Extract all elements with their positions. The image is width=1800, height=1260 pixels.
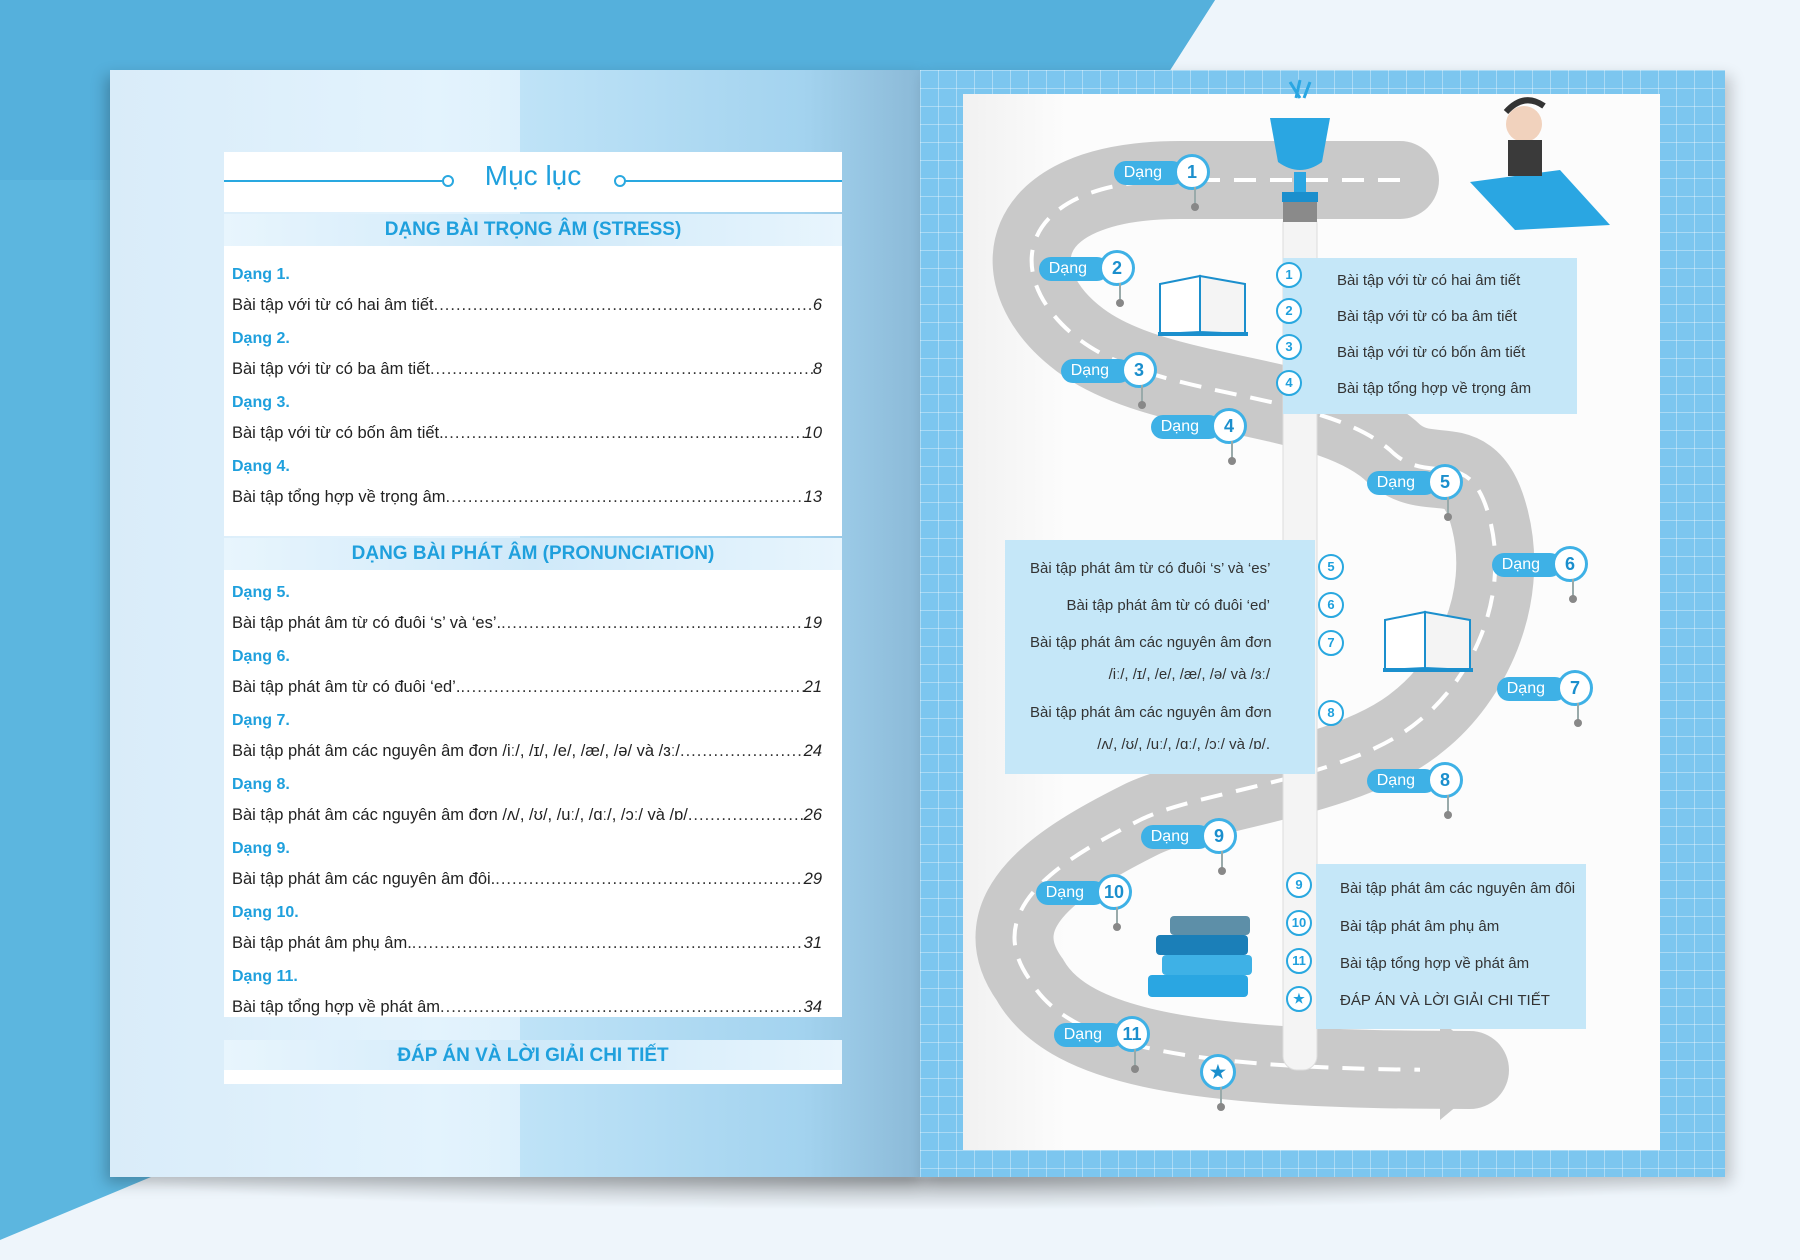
page-number: 31 bbox=[803, 934, 822, 952]
toc-entry-label: Dạng 4. bbox=[232, 458, 290, 475]
page-number: 21 bbox=[803, 678, 822, 696]
pin-number: 1 bbox=[1174, 154, 1210, 190]
star-icon: ★ bbox=[1200, 1054, 1236, 1090]
route-pin-9[interactable] bbox=[1127, 822, 1237, 852]
pin-foot bbox=[1131, 1065, 1139, 1073]
info-number: 10 bbox=[1286, 910, 1312, 936]
info-item-text: ĐÁP ÁN VÀ LỜI GIẢI CHI TIẾT bbox=[1340, 992, 1550, 1009]
pin-number: 3 bbox=[1121, 352, 1157, 388]
toc-entry-text: Bài tập phát âm các nguyên âm đơn /iː/, /ɪ/, /e/, /æ/, /ə/ và /ɜː/ bbox=[232, 742, 680, 760]
toc-entry-text: Bài tập với từ có bốn âm tiết. bbox=[232, 424, 444, 442]
pin-foot bbox=[1574, 719, 1582, 727]
info-item-text: Bài tập phát âm từ có đuôi ‘ed’ bbox=[1066, 597, 1270, 614]
pin-number: 9 bbox=[1201, 818, 1237, 854]
page-number: 19 bbox=[803, 614, 822, 632]
star-icon: ★ bbox=[1286, 986, 1312, 1012]
toc-entry-text: Bài tập phát âm phụ âm. bbox=[232, 934, 412, 952]
info-number: 8 bbox=[1318, 700, 1344, 726]
reader-illustration-icon bbox=[1470, 100, 1610, 230]
route-pin-10[interactable] bbox=[1018, 878, 1132, 908]
toc-entry-label: Dạng 7. bbox=[232, 712, 290, 729]
toc-entry-text: Bài tập tổng hợp về trọng âm bbox=[232, 488, 446, 506]
section-heading-answers: ĐÁP ÁN VÀ LỜI GIẢI CHI TIẾT bbox=[224, 1040, 842, 1072]
toc-entry-text: Bài tập phát âm các nguyên âm đôi. bbox=[232, 870, 496, 888]
info-number: 3 bbox=[1276, 334, 1302, 360]
pin-foot bbox=[1569, 595, 1577, 603]
route-pin-4[interactable] bbox=[1137, 412, 1247, 442]
info-item-text: Bài tập với từ có bốn âm tiết bbox=[1337, 344, 1526, 361]
pin-label: Dạng bbox=[1036, 881, 1106, 905]
info-item-text: Bài tập với từ có hai âm tiết bbox=[1337, 272, 1521, 289]
pin-number: 5 bbox=[1427, 464, 1463, 500]
open-book-icon bbox=[1383, 612, 1473, 672]
pencil-cap bbox=[1283, 200, 1317, 222]
route-pin-8[interactable] bbox=[1353, 766, 1463, 796]
pin-foot bbox=[1191, 203, 1199, 211]
pin-label: Dạng bbox=[1061, 359, 1131, 383]
info-item-text: Bài tập phát âm phụ âm bbox=[1340, 918, 1500, 935]
page-number: 13 bbox=[803, 488, 822, 506]
info-item-ipa: /ʌ/, /ʊ/, /uː/, /ɑː/, /ɔː/ và /ɒ/. bbox=[1097, 736, 1270, 753]
info-number: 11 bbox=[1286, 948, 1312, 974]
toc-entry-text: Bài tập tổng hợp về phát âm bbox=[232, 998, 441, 1016]
pin-number: 11 bbox=[1114, 1016, 1150, 1052]
pin-foot bbox=[1116, 299, 1124, 307]
route-pin-5[interactable] bbox=[1353, 468, 1463, 498]
open-book-icon bbox=[1158, 276, 1248, 336]
info-item-text: Bài tập tổng hợp về trọng âm bbox=[1337, 380, 1532, 397]
info-number: 4 bbox=[1276, 370, 1302, 396]
toc-entry-text: Bài tập phát âm từ có đuôi ‘ed’. bbox=[232, 678, 461, 696]
toc-entry-label: Dạng 6. bbox=[232, 648, 290, 665]
info-number: 1 bbox=[1276, 262, 1302, 288]
toc-entry-text: Bài tập phát âm các nguyên âm đơn /ʌ/, /ʊ/, /uː/, /ɑː/, /ɔː/ và /ɒ/ bbox=[232, 806, 688, 824]
page-number: 8 bbox=[812, 360, 822, 378]
toc-entry-text: Bài tập với từ có ba âm tiết bbox=[232, 360, 430, 378]
route-pin-7[interactable] bbox=[1483, 674, 1593, 704]
pin-foot bbox=[1228, 457, 1236, 465]
route-pin-answers[interactable] bbox=[1200, 1058, 1236, 1088]
pin-foot bbox=[1113, 923, 1121, 931]
route-pin-3[interactable] bbox=[1047, 356, 1157, 386]
toc-entry-label: Dạng 2. bbox=[232, 330, 290, 347]
toc-entry-label: Dạng 10. bbox=[232, 904, 299, 921]
pin-foot bbox=[1218, 867, 1226, 875]
info-item-text: Bài tập phát âm từ có đuôi ‘s’ và ‘es’ bbox=[1030, 560, 1271, 577]
info-number: 7 bbox=[1318, 630, 1344, 656]
page-number: 10 bbox=[803, 424, 822, 442]
toc-entry-label: Dạng 11. bbox=[232, 968, 298, 985]
page-number: 26 bbox=[803, 806, 822, 824]
info-item-text: Bài tập với từ có ba âm tiết bbox=[1337, 308, 1517, 325]
info-number: 2 bbox=[1276, 298, 1302, 324]
toc-entry-label: Dạng 8. bbox=[232, 776, 290, 793]
route-pin-6[interactable] bbox=[1478, 550, 1588, 580]
info-number: 5 bbox=[1318, 554, 1344, 580]
page-number: 24 bbox=[803, 742, 822, 760]
toc-title: Mục lục bbox=[484, 160, 582, 191]
pin-label: Dạng bbox=[1492, 553, 1562, 577]
pin-number: 8 bbox=[1427, 762, 1463, 798]
info-item-text: Bài tập phát âm các nguyên âm đơn bbox=[1030, 704, 1272, 721]
pin-number: 10 bbox=[1096, 874, 1132, 910]
pin-number: 4 bbox=[1211, 408, 1247, 444]
pin-number: 2 bbox=[1099, 250, 1135, 286]
route-pin-1[interactable] bbox=[1100, 158, 1210, 188]
toc-entry-text: Bài tập phát âm từ có đuôi ‘s’ và ‘es’. bbox=[232, 614, 502, 632]
route-pin-11[interactable] bbox=[1036, 1020, 1150, 1050]
pin-label: Dạng bbox=[1114, 161, 1184, 185]
route-pin-2[interactable] bbox=[1025, 254, 1135, 284]
info-number: 9 bbox=[1286, 872, 1312, 898]
toc-entry-text: Bài tập với từ có hai âm tiết bbox=[232, 296, 434, 314]
page-number: 34 bbox=[803, 998, 822, 1016]
toc-entry-label: Dạng 3. bbox=[232, 394, 290, 411]
pin-number: 6 bbox=[1552, 546, 1588, 582]
toc-entry-label: Dạng 9. bbox=[232, 840, 290, 857]
toc-entry-label: Dạng 5. bbox=[232, 584, 290, 601]
info-item-ipa: /iː/, /ɪ/, /e/, /æ/, /ə/ và /ɜː/ bbox=[1108, 666, 1270, 683]
section-heading-pronunciation: DẠNG BÀI PHÁT ÂM (PRONUNCIATION) bbox=[224, 538, 842, 570]
pin-label: Dạng bbox=[1039, 257, 1109, 281]
page-number: 6 bbox=[812, 296, 822, 314]
pin-label: Dạng bbox=[1151, 415, 1221, 439]
page-number: 29 bbox=[803, 870, 822, 888]
section-heading-stress: DẠNG BÀI TRỌNG ÂM (STRESS) bbox=[224, 214, 842, 246]
pin-label: Dạng bbox=[1367, 471, 1437, 495]
info-item-text: Bài tập phát âm các nguyên âm đôi bbox=[1340, 880, 1576, 897]
toc-entry-label: Dạng 1. bbox=[232, 266, 290, 283]
pin-label: Dạng bbox=[1367, 769, 1437, 793]
pin-label: Dạng bbox=[1497, 677, 1567, 701]
pin-label: Dạng bbox=[1054, 1023, 1124, 1047]
book-stack-icon bbox=[1148, 916, 1252, 997]
pin-label: Dạng bbox=[1141, 825, 1211, 849]
pin-foot bbox=[1138, 401, 1146, 409]
info-item-text: Bài tập phát âm các nguyên âm đơn bbox=[1030, 634, 1272, 651]
pin-number: 7 bbox=[1557, 670, 1593, 706]
info-item-text: Bài tập tổng hợp về phát âm bbox=[1340, 955, 1530, 972]
pin-foot bbox=[1217, 1103, 1225, 1111]
pin-foot bbox=[1444, 811, 1452, 819]
info-number: 6 bbox=[1318, 592, 1344, 618]
pin-foot bbox=[1444, 513, 1452, 521]
